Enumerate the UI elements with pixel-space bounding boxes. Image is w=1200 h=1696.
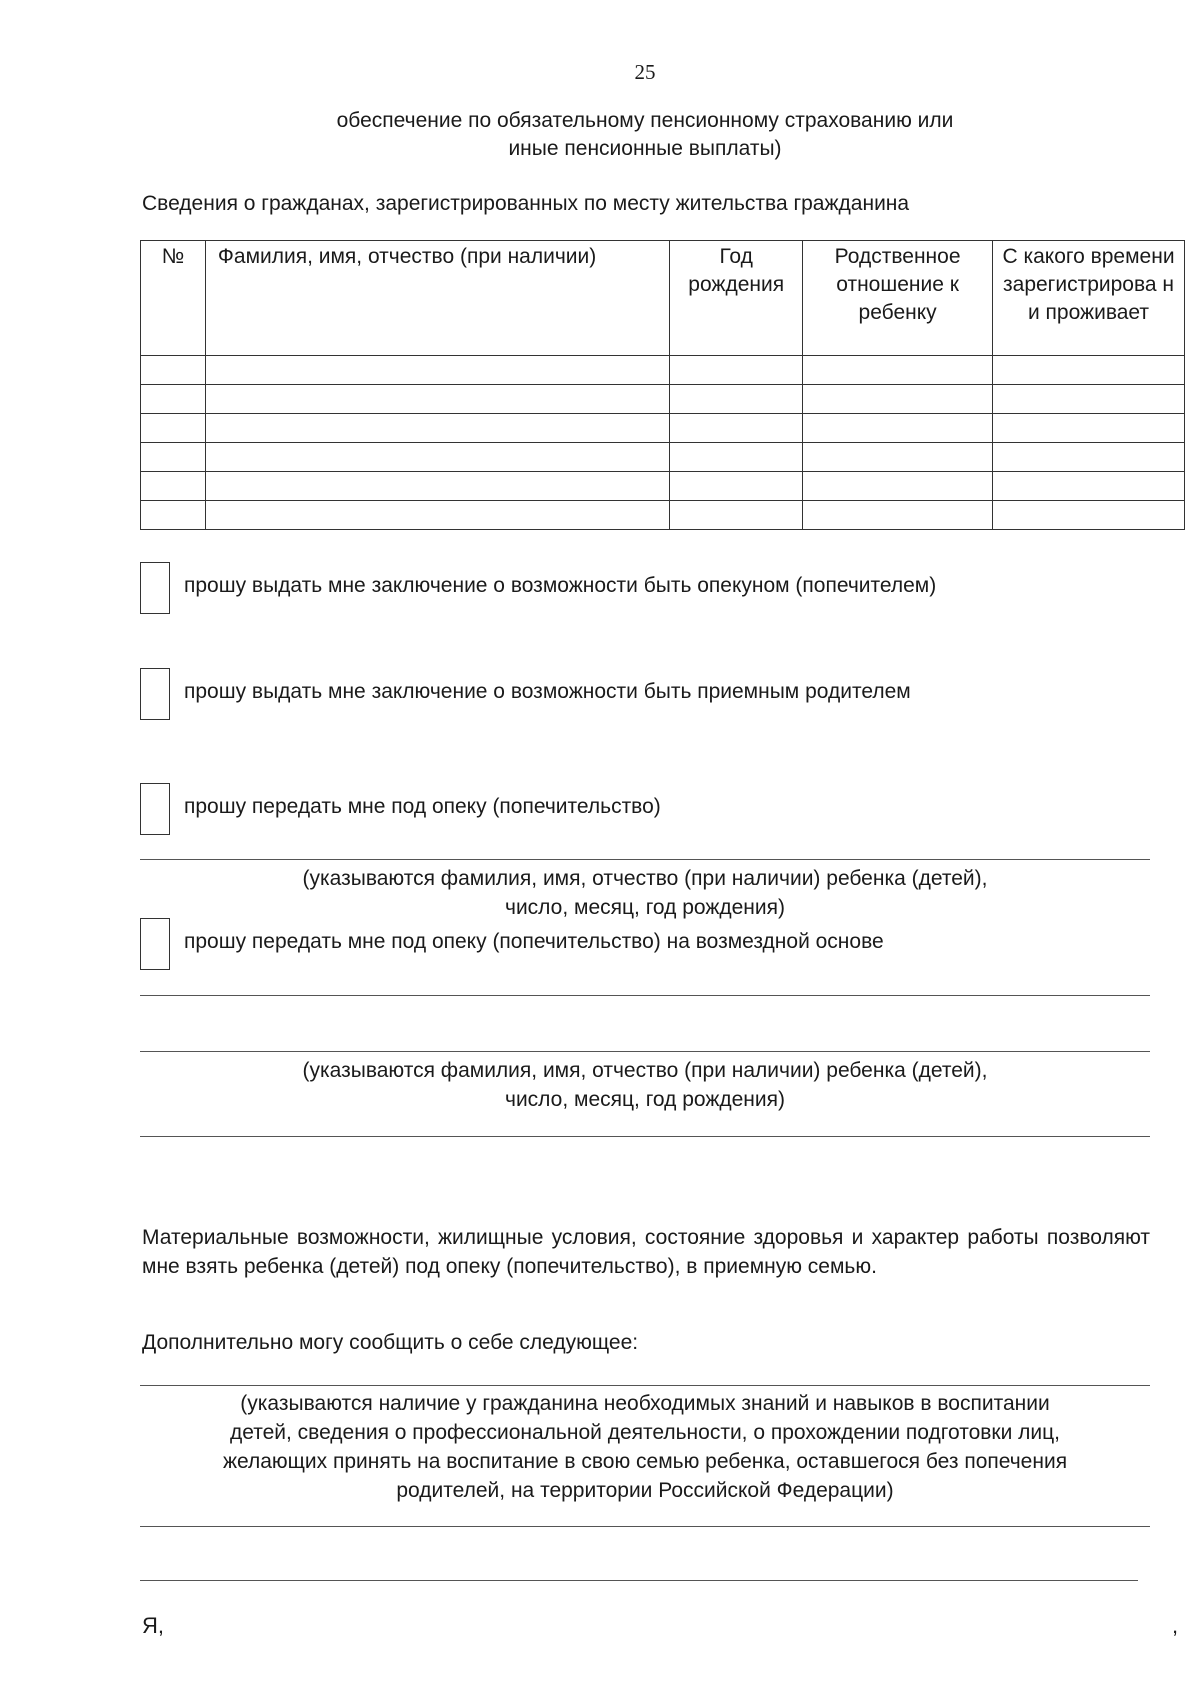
transfer-paid-label: прошу передать мне под опеку (попечительство) на возмездной основе (184, 930, 884, 953)
cell-registered-since[interactable] (993, 501, 1185, 530)
cell-number[interactable] (141, 385, 206, 414)
child-hint-line-2: число, месяц, год рождения) (505, 896, 785, 919)
cell-birth-year[interactable] (670, 385, 803, 414)
table-header-row (141, 241, 1185, 356)
cell-registered-since[interactable] (993, 356, 1185, 385)
cell-relation[interactable] (803, 472, 993, 501)
registered-section-title: Сведения о гражданах, зарегистрированных по месту жительства гражданина (142, 192, 910, 215)
child-name-line[interactable] (140, 1051, 1150, 1052)
cell-number[interactable] (141, 356, 206, 385)
cell-birth-year[interactable] (670, 443, 803, 472)
foster-conclusion-checkbox[interactable] (140, 668, 170, 720)
col-header-number: № (141, 241, 206, 356)
cell-relation[interactable] (803, 385, 993, 414)
child-hint-line-1: (указываются фамилия, имя, отчество (при наличии) ребенка (детей), (302, 867, 988, 890)
child-name-line[interactable] (140, 859, 1150, 860)
child-hint (140, 864, 1150, 922)
transfer-guardianship-label: прошу передать мне под опеку (попечительство) (184, 795, 661, 818)
child-hint-line-1: (указываются фамилия, имя, отчество (при наличии) ребенка (детей), (302, 1059, 988, 1082)
table-row (141, 443, 1185, 472)
additional-info-line[interactable] (140, 1580, 1138, 1581)
table-row (141, 385, 1185, 414)
guardian-conclusion-label: прошу выдать мне заключение о возможности быть опекуном (попечителем) (184, 574, 937, 597)
cell-relation[interactable] (803, 443, 993, 472)
cell-relation[interactable] (803, 501, 993, 530)
page-number: 25 (634, 60, 656, 84)
additional-hint-line-4: родителей, на территории Российской Федерации) (396, 1479, 894, 1502)
table-row (141, 472, 1185, 501)
child-name-line[interactable] (140, 995, 1150, 996)
signature-suffix: , (1172, 1613, 1179, 1638)
table-row (141, 356, 1185, 385)
additional-hint-line-2: детей, сведения о профессиональной деятельности, о прохождении подготовки лиц, (229, 1421, 1061, 1444)
transfer-paid-checkbox[interactable] (140, 918, 170, 970)
additional-info-label: Дополнительно могу сообщить о себе следующее: (142, 1331, 639, 1354)
additional-info-line[interactable] (140, 1526, 1150, 1527)
col-header-registered-since: С какого времени зарегистрирова н и проживает (993, 241, 1185, 356)
cell-registered-since[interactable] (993, 414, 1185, 443)
cell-number[interactable] (141, 443, 206, 472)
child-hint-line-2: число, месяц, год рождения) (505, 1088, 785, 1111)
cell-full-name[interactable] (205, 356, 669, 385)
col-header-birth-year: Год рождения (670, 241, 803, 356)
additional-hint-line-1: (указываются наличие у гражданина необходимых знаний и навыков в воспитании (240, 1392, 1050, 1415)
transfer-guardianship-checkbox[interactable] (140, 783, 170, 835)
cell-relation[interactable] (803, 356, 993, 385)
cell-registered-since[interactable] (993, 385, 1185, 414)
cell-birth-year[interactable] (670, 414, 803, 443)
continuation-line-1: обеспечение по обязательному пенсионному страхованию или (336, 109, 954, 132)
cell-birth-year[interactable] (670, 472, 803, 501)
cell-full-name[interactable] (205, 472, 669, 501)
table-row (141, 501, 1185, 530)
additional-info-line[interactable] (140, 1385, 1150, 1386)
cell-birth-year[interactable] (670, 501, 803, 530)
guardian-conclusion-checkbox[interactable] (140, 562, 170, 614)
cell-registered-since[interactable] (993, 443, 1185, 472)
cell-number[interactable] (141, 414, 206, 443)
cell-registered-since[interactable] (993, 472, 1185, 501)
continuation-text (200, 107, 1090, 163)
cell-full-name[interactable] (205, 385, 669, 414)
col-header-relation: Родственное отношение к ребенку (803, 241, 993, 356)
signature-prefix: Я, (142, 1613, 164, 1638)
cell-full-name[interactable] (205, 501, 669, 530)
col-header-full-name: Фамилия, имя, отчество (при наличии) (205, 241, 669, 356)
registered-citizens-table (140, 240, 1185, 530)
child-name-line[interactable] (140, 1136, 1150, 1137)
foster-conclusion-label: прошу выдать мне заключение о возможности быть приемным родителем (184, 680, 911, 703)
cell-number[interactable] (141, 472, 206, 501)
cell-full-name[interactable] (205, 414, 669, 443)
continuation-line-2: иные пенсионные выплаты) (508, 137, 782, 160)
cell-relation[interactable] (803, 414, 993, 443)
cell-birth-year[interactable] (670, 356, 803, 385)
cell-full-name[interactable] (205, 443, 669, 472)
additional-hint-line-3: желающих принять на воспитание в свою семью ребенка, оставшегося без попечения (222, 1450, 1068, 1473)
table-row (141, 414, 1185, 443)
additional-info-hint (140, 1389, 1150, 1505)
cell-number[interactable] (141, 501, 206, 530)
statement-paragraph: Материальные возможности, жилищные условия, состояние здоровья и характер работы позволяют мне взять ребенка (детей) под опеку (попечительство), в приемную семью. (142, 1226, 1150, 1278)
child-hint (140, 1056, 1150, 1114)
